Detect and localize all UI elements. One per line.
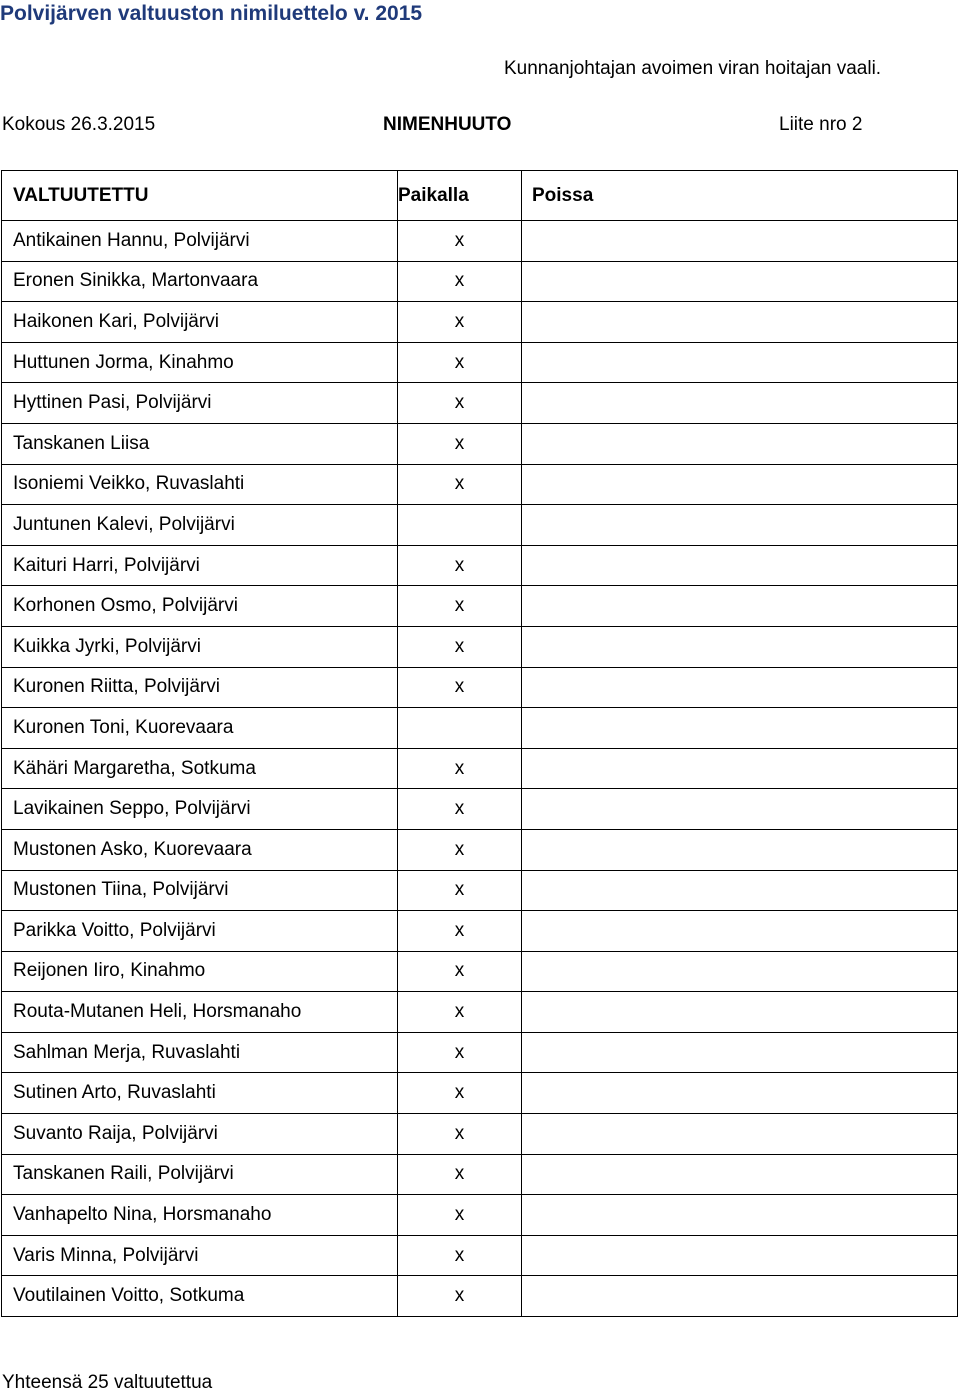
present-mark: x	[398, 1114, 522, 1155]
councillor-name: Antikainen Hannu, Polvijärvi	[2, 221, 398, 262]
table-row	[2, 505, 958, 546]
councillor-name: Kähäri Margaretha, Sotkuma	[2, 748, 398, 789]
absent-mark	[522, 1154, 958, 1195]
councillor-name: Mustonen Asko, Kuorevaara	[2, 829, 398, 870]
councillor-name: Varis Minna, Polvijärvi	[2, 1235, 398, 1276]
rollcall-heading: NIMENHUUTO	[383, 114, 512, 135]
councillor-name: Voutilainen Voitto, Sotkuma	[2, 1276, 398, 1317]
present-mark: x	[398, 1073, 522, 1114]
present-mark	[398, 708, 522, 749]
councillor-name: Parikka Voitto, Polvijärvi	[2, 911, 398, 952]
table-row	[2, 667, 958, 708]
present-mark: x	[398, 911, 522, 952]
table-row	[2, 789, 958, 830]
present-mark: x	[398, 1235, 522, 1276]
annex-number: Liite nro 2	[779, 114, 863, 135]
column-header-councillor: VALTUUTETTU	[2, 171, 398, 221]
present-mark: x	[398, 302, 522, 343]
absent-mark	[522, 708, 958, 749]
present-mark: x	[398, 464, 522, 505]
table-row	[2, 1154, 958, 1195]
table-row	[2, 626, 958, 667]
present-mark: x	[398, 1154, 522, 1195]
absent-mark	[522, 505, 958, 546]
absent-mark	[522, 829, 958, 870]
absent-mark	[522, 1195, 958, 1236]
document-title: Polvijärven valtuuston nimiluettelo v. 2015	[0, 2, 423, 25]
absent-mark	[522, 911, 958, 952]
absent-mark	[522, 992, 958, 1033]
councillor-name: Eronen Sinikka, Martonvaara	[2, 261, 398, 302]
present-mark: x	[398, 748, 522, 789]
councillor-name: Korhonen Osmo, Polvijärvi	[2, 586, 398, 627]
present-mark: x	[398, 423, 522, 464]
absent-mark	[522, 1073, 958, 1114]
present-mark	[398, 505, 522, 546]
councillor-name: Tanskanen Liisa	[2, 423, 398, 464]
absent-mark	[522, 464, 958, 505]
councillor-name: Lavikainen Seppo, Polvijärvi	[2, 789, 398, 830]
present-mark: x	[398, 789, 522, 830]
present-mark: x	[398, 221, 522, 262]
meeting-date: Kokous 26.3.2015	[2, 114, 156, 135]
absent-mark	[522, 221, 958, 262]
table-row	[2, 992, 958, 1033]
councillor-name: Sahlman Merja, Ruvaslahti	[2, 1032, 398, 1073]
table-row	[2, 1235, 958, 1276]
table-row	[2, 1276, 958, 1317]
absent-mark	[522, 789, 958, 830]
councillor-name: Kuronen Riitta, Polvijärvi	[2, 667, 398, 708]
absent-mark	[522, 951, 958, 992]
absent-mark	[522, 1276, 958, 1317]
roll-call-table	[1, 170, 958, 1317]
councillor-name: Hyttinen Pasi, Polvijärvi	[2, 383, 398, 424]
table-row	[2, 1073, 958, 1114]
absent-mark	[522, 1235, 958, 1276]
councillor-name: Kuikka Jyrki, Polvijärvi	[2, 626, 398, 667]
table-row	[2, 342, 958, 383]
column-header-present: Paikalla	[398, 171, 522, 221]
table-row	[2, 383, 958, 424]
table-body	[2, 221, 958, 1317]
absent-mark	[522, 586, 958, 627]
councillor-name: Sutinen Arto, Ruvaslahti	[2, 1073, 398, 1114]
absent-mark	[522, 667, 958, 708]
table-row	[2, 261, 958, 302]
councillor-name: Vanhapelto Nina, Horsmanaho	[2, 1195, 398, 1236]
table-row	[2, 586, 958, 627]
councillor-name: Suvanto Raija, Polvijärvi	[2, 1114, 398, 1155]
councillor-name: Kaituri Harri, Polvijärvi	[2, 545, 398, 586]
table-row	[2, 1195, 958, 1236]
absent-mark	[522, 748, 958, 789]
table-row	[2, 951, 958, 992]
present-mark: x	[398, 829, 522, 870]
table-row	[2, 911, 958, 952]
table-header-row	[2, 171, 958, 221]
councillor-name: Reijonen Iiro, Kinahmo	[2, 951, 398, 992]
present-mark: x	[398, 545, 522, 586]
councillor-name: Huttunen Jorma, Kinahmo	[2, 342, 398, 383]
table-row	[2, 464, 958, 505]
present-mark: x	[398, 626, 522, 667]
councillor-name: Mustonen Tiina, Polvijärvi	[2, 870, 398, 911]
councillor-name: Tanskanen Raili, Polvijärvi	[2, 1154, 398, 1195]
councillor-name: Haikonen Kari, Polvijärvi	[2, 302, 398, 343]
document-subtitle: Kunnanjohtajan avoimen viran hoitajan vaali.	[504, 58, 882, 79]
table-row	[2, 1114, 958, 1155]
absent-mark	[522, 870, 958, 911]
absent-mark	[522, 302, 958, 343]
absent-mark	[522, 626, 958, 667]
table-row	[2, 545, 958, 586]
table-row	[2, 748, 958, 789]
councillor-name: Routa-Mutanen Heli, Horsmanaho	[2, 992, 398, 1033]
councillor-name: Isoniemi Veikko, Ruvaslahti	[2, 464, 398, 505]
column-header-absent: Poissa	[522, 171, 958, 221]
present-mark: x	[398, 586, 522, 627]
absent-mark	[522, 545, 958, 586]
present-mark: x	[398, 1195, 522, 1236]
table-row	[2, 221, 958, 262]
absent-mark	[522, 261, 958, 302]
table-row	[2, 708, 958, 749]
present-mark: x	[398, 1032, 522, 1073]
table-row	[2, 302, 958, 343]
present-mark: x	[398, 261, 522, 302]
present-mark: x	[398, 1276, 522, 1317]
present-mark: x	[398, 342, 522, 383]
table-row	[2, 870, 958, 911]
present-mark: x	[398, 870, 522, 911]
total-count: Yhteensä 25 valtuutettua	[2, 1372, 213, 1393]
table-row	[2, 1032, 958, 1073]
absent-mark	[522, 383, 958, 424]
table-row	[2, 829, 958, 870]
councillor-name: Juntunen Kalevi, Polvijärvi	[2, 505, 398, 546]
present-mark: x	[398, 951, 522, 992]
councillor-name: Kuronen Toni, Kuorevaara	[2, 708, 398, 749]
absent-mark	[522, 1032, 958, 1073]
present-mark: x	[398, 383, 522, 424]
absent-mark	[522, 1114, 958, 1155]
present-mark: x	[398, 667, 522, 708]
absent-mark	[522, 342, 958, 383]
table-row	[2, 423, 958, 464]
absent-mark	[522, 423, 958, 464]
present-mark: x	[398, 992, 522, 1033]
